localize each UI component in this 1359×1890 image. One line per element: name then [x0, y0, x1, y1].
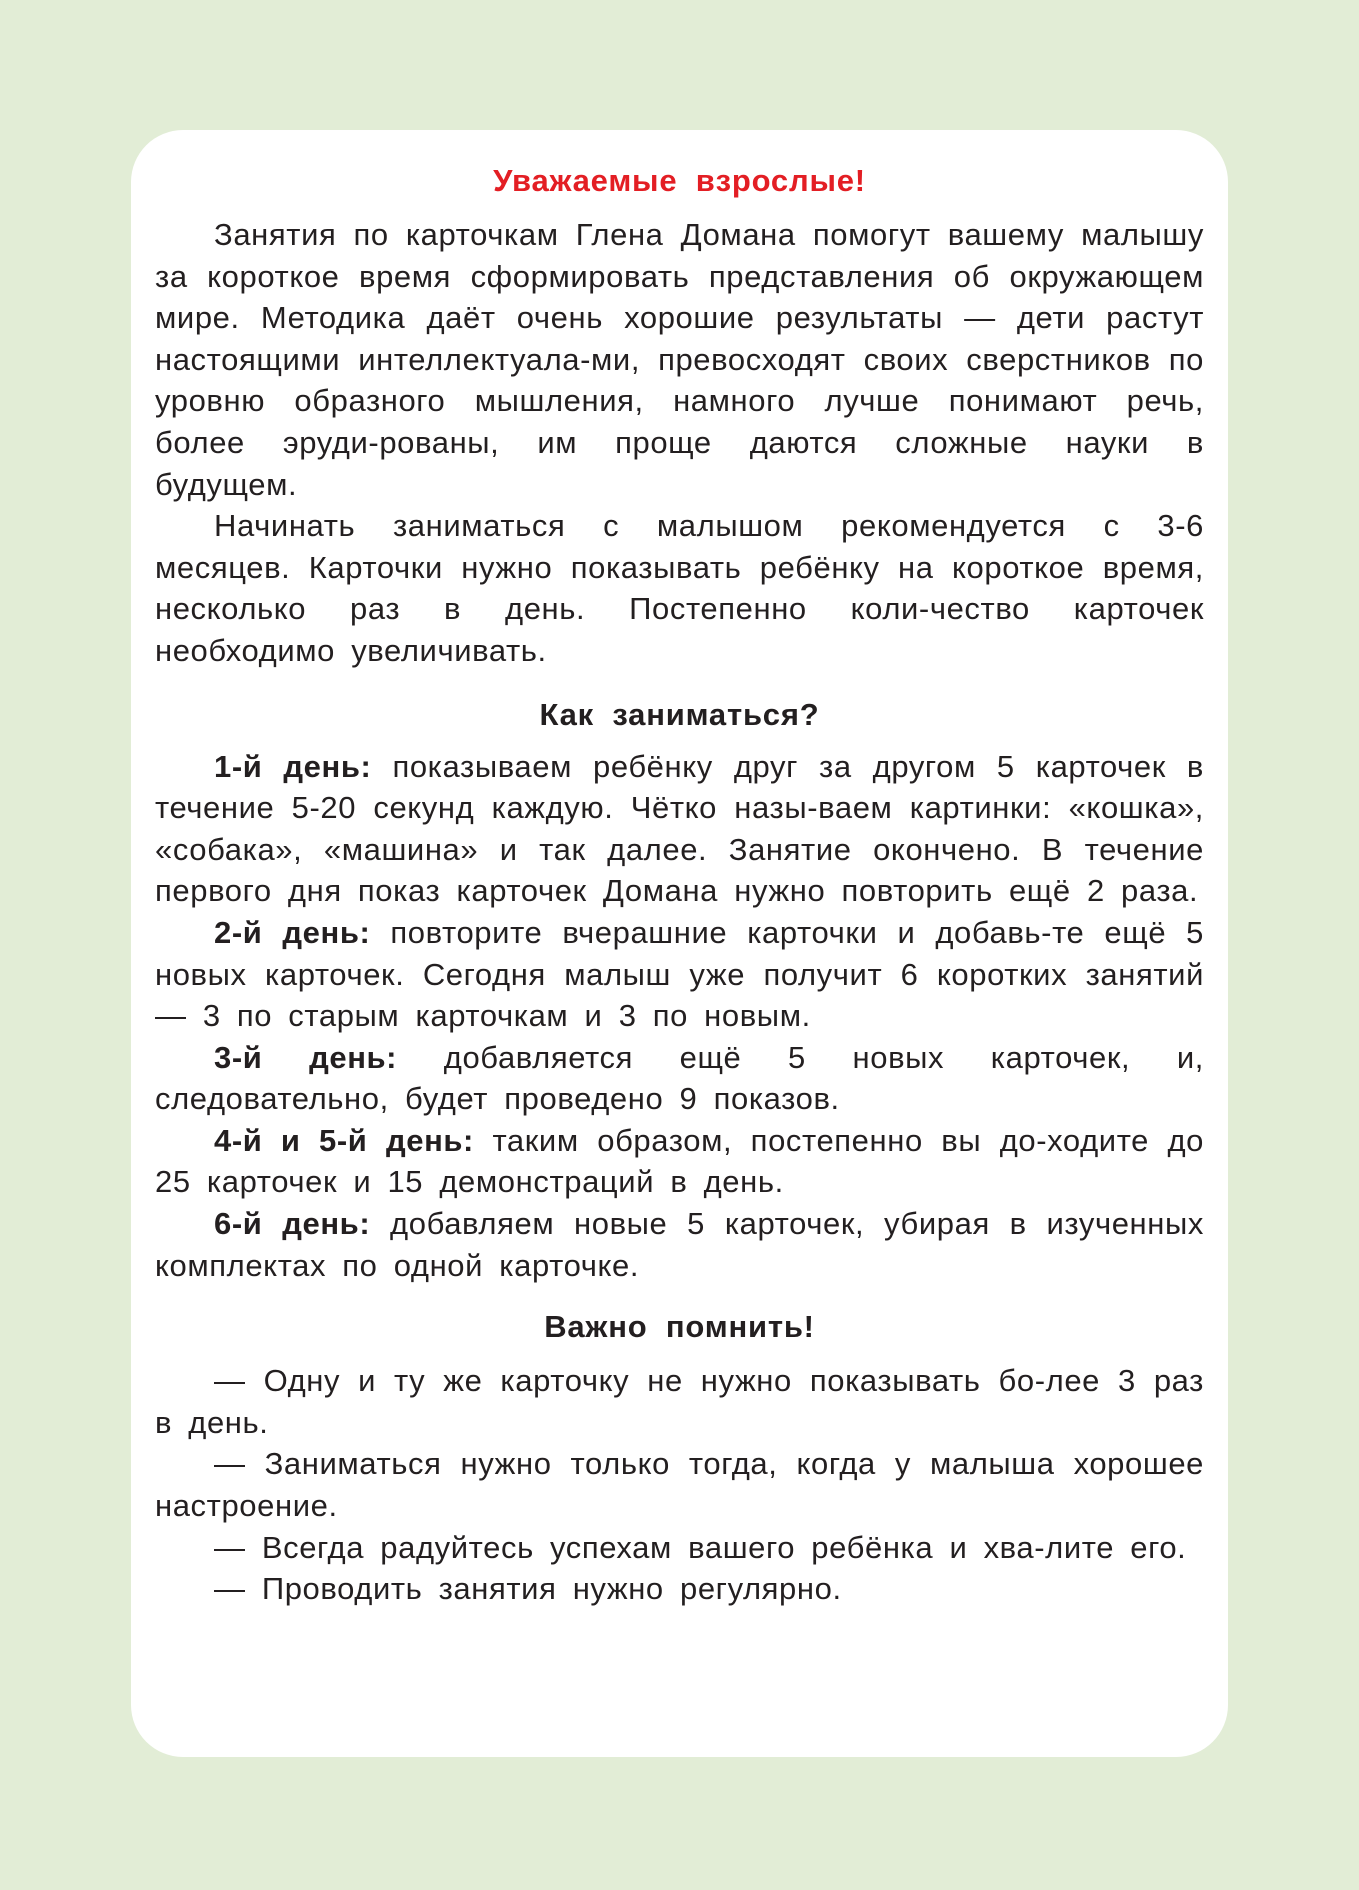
- intro-paragraph-2: Начинать заниматься с малышом рекомендуется с 3-6 месяцев. Карточки нужно показывать ребёнку на короткое время, несколько раз в день. Постепенно коли-чество карточек необходимо увеличивать.: [155, 508, 1204, 668]
- day-4-5-text: таким образом, постепенно вы до-ходите до 25 карточек и 15 демонстраций в день.: [155, 1122, 1204, 1200]
- day-4-5-label: 4-й и 5-й день:: [214, 1122, 474, 1158]
- day-2-label: 2-й день:: [214, 914, 371, 950]
- day-2-text: повторите вчерашние карточки и добавь-те ещё 5 новых карточек. Сегодня малыш уже получит 6 коротких занятий — 3 по старым карточкам и 3 по новым.: [155, 914, 1204, 1034]
- day-1-paragraph: [155, 746, 1204, 912]
- rule-4: — Проводить занятия нужно регулярно.: [214, 1571, 842, 1607]
- day-6-label: 6-й день:: [214, 1206, 371, 1242]
- info-card: [131, 130, 1228, 1757]
- day-3-text: добавляется ещё 5 новых карточек, и, следовательно, будет проведено 9 показов.: [155, 1039, 1204, 1117]
- days-section: [155, 746, 1204, 1287]
- day-1-text: показываем ребёнку друг за другом 5 карточек в течение 5-20 секунд каждую. Чётко назы-ваем картинки: «кошка», «собака», «машина» и так далее. Занятие окончено. В течение первого дня показ карточек Домана нужно повторить ещё 2 раза.: [155, 748, 1204, 909]
- rule-1: — Одну и ту же карточку не нужно показывать бо-лее 3 раз в день.: [155, 1363, 1204, 1440]
- rule-2: — Заниматься нужно только тогда, когда у малыша хорошее настроение.: [155, 1446, 1204, 1524]
- intro-section: [155, 214, 1204, 672]
- remember-heading: Важно помнить!: [544, 1309, 815, 1345]
- rules-section: [155, 1360, 1204, 1610]
- how-to-heading: Как заниматься?: [539, 696, 820, 732]
- rule-3: — Всегда радуйтесь успехам вашего ребёнка и хва-лите его.: [214, 1529, 1187, 1565]
- page-title: Уважаемые взрослые!: [493, 163, 866, 198]
- day-3-paragraph: [155, 1037, 1204, 1120]
- day-6-paragraph: [155, 1203, 1204, 1286]
- day-6-text: добавляем новые 5 карточек, убирая в изученных комплектах по одной карточке.: [155, 1206, 1204, 1283]
- day-3-label: 3-й день:: [214, 1039, 398, 1075]
- intro-paragraph-1: Занятия по карточкам Глена Домана помогут вашему малышу за короткое время сформировать представления об окружающем мире. Методика даёт очень хорошие результаты — дети растут настоящими интеллектуала-ми, превосходят своих сверстников по уровню образного мышления, намного лучше понимают речь, более эруди-рованы, им проще даются сложные науки в будущем.: [155, 217, 1204, 502]
- day-4-5-paragraph: [155, 1120, 1204, 1203]
- day-2-paragraph: [155, 912, 1204, 1037]
- day-1-label: 1-й день:: [214, 748, 372, 784]
